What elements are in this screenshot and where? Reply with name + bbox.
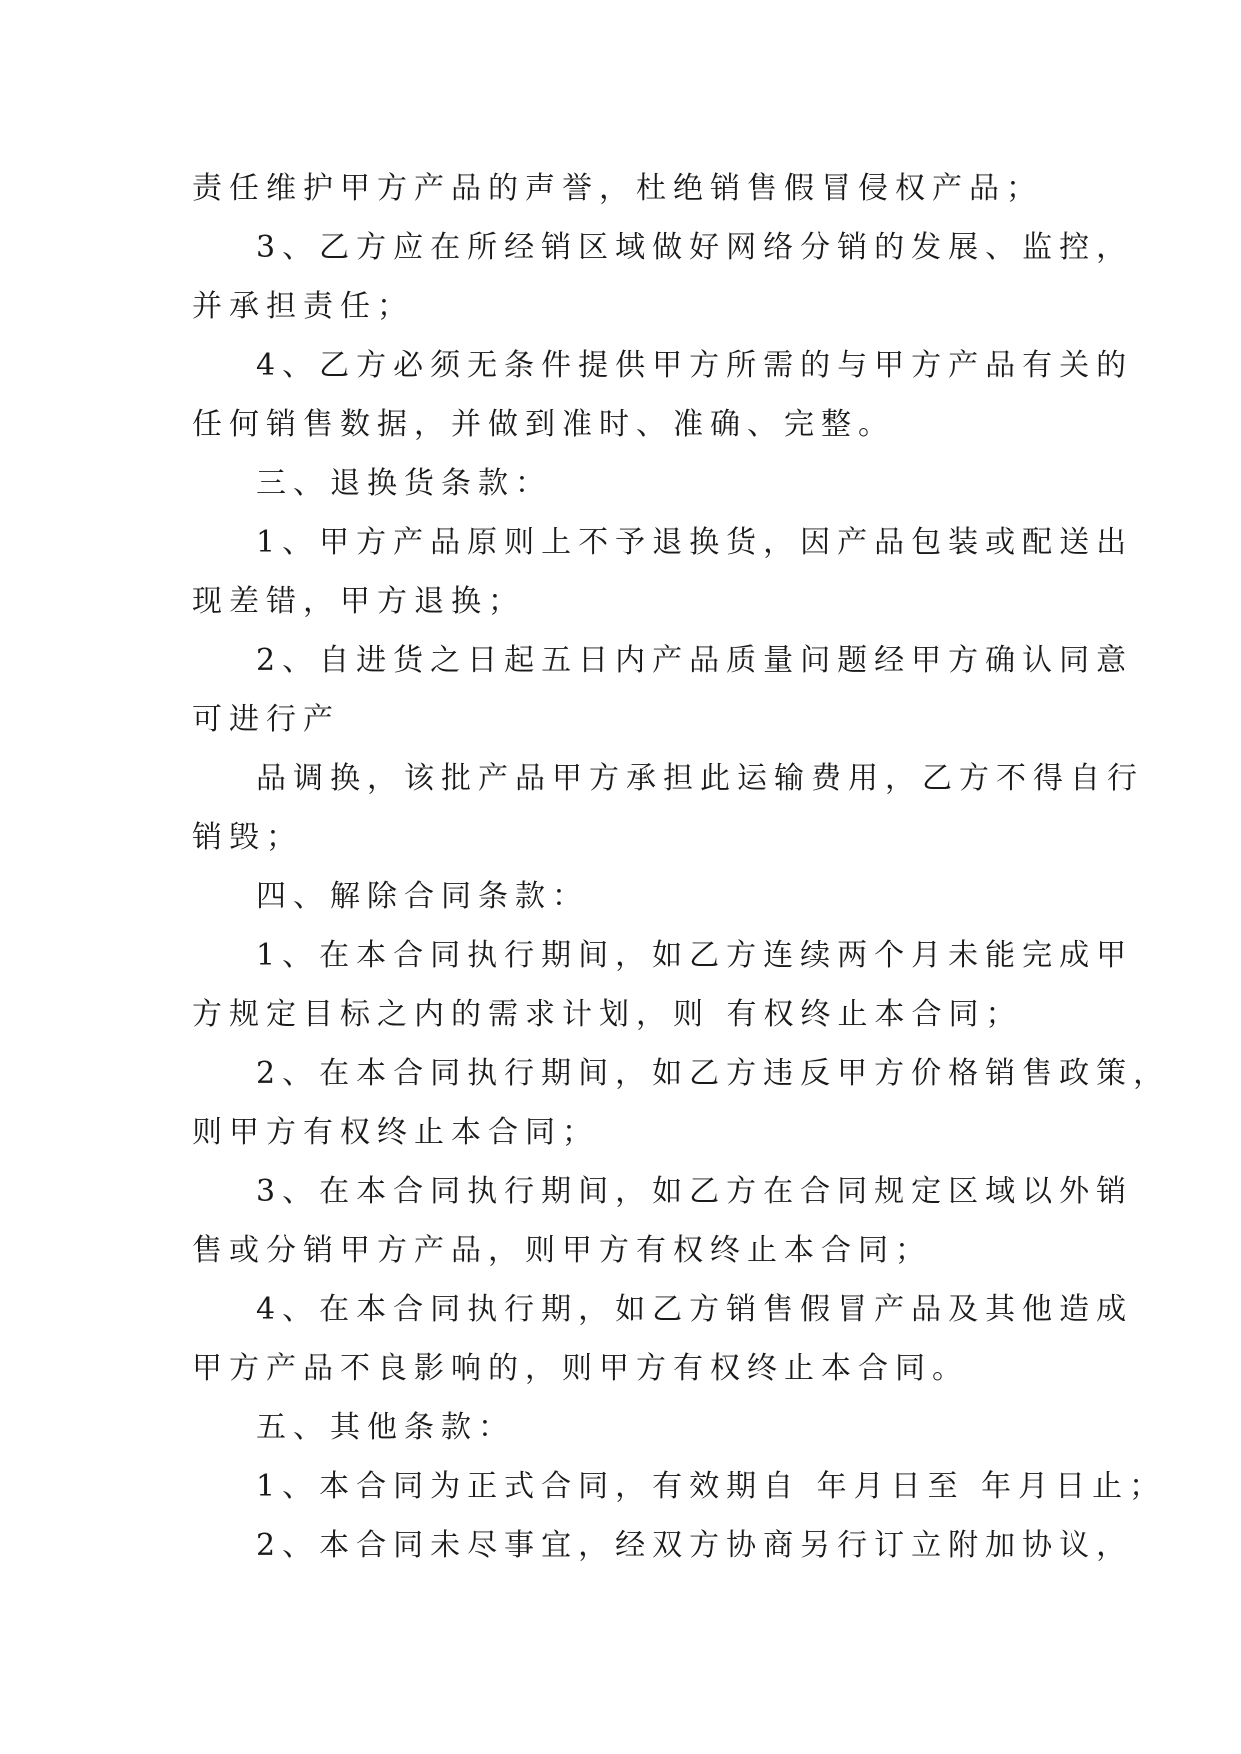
text-line-16: 2、在本合同执行期间，如乙方违反甲方价格销售政策， (256, 1056, 1171, 1091)
text-line-18: 3、在本合同执行期间，如乙方在合同规定区域以外销 (256, 1174, 1134, 1209)
text-line-17: 则甲方有权终止本合同； (192, 1115, 599, 1150)
section-heading-5: 五、其他条款： (256, 1410, 515, 1445)
text-line-20: 4、在本合同执行期，如乙方销售假冒产品及其他造成 (256, 1292, 1134, 1327)
text-line-3: 并承担责任； (192, 289, 414, 324)
text-line-1: 责任维护甲方产品的声誉，杜绝销售假冒侵权产品； (192, 171, 1043, 206)
text-line-2: 3、乙方应在所经销区域做好网络分销的发展、监控， (256, 230, 1134, 265)
text-line-8: 现差错，甲方退换； (192, 584, 525, 619)
text-line-23: 1、本合同为正式合同，有效期自 年月日至 年月日止； (256, 1469, 1167, 1504)
text-line-19: 售或分销甲方产品，则甲方有权终止本合同； (192, 1233, 932, 1268)
text-line-4: 4、乙方必须无条件提供甲方所需的与甲方产品有关的 (256, 348, 1134, 383)
text-line-9: 2、自进货之日起五日内产品质量问题经甲方确认同意 (256, 643, 1134, 678)
text-line-12: 销毁； (192, 820, 303, 855)
text-line-15: 方规定目标之内的需求计划，则 有权终止本合同； (192, 997, 1023, 1032)
text-line-7: 1、甲方产品原则上不予退换货，因产品包装或配送出 (256, 525, 1134, 560)
section-heading-4: 四、解除合同条款： (256, 879, 589, 914)
text-line-5: 任何销售数据，并做到准时、准确、完整。 (192, 407, 895, 442)
text-line-11: 品调换，该批产品甲方承担此运输费用，乙方不得自行 (256, 761, 1144, 796)
text-line-24: 2、本合同未尽事宜，经双方协商另行订立附加协议， (256, 1528, 1134, 1563)
text-line-14: 1、在本合同执行期间，如乙方连续两个月未能完成甲 (256, 938, 1134, 973)
section-heading-3: 三、退换货条款： (256, 466, 552, 501)
document-body (192, 159, 1171, 1575)
text-line-10: 可进行产 (192, 702, 340, 737)
text-line-21: 甲方产品不良影响的，则甲方有权终止本合同。 (192, 1351, 969, 1386)
